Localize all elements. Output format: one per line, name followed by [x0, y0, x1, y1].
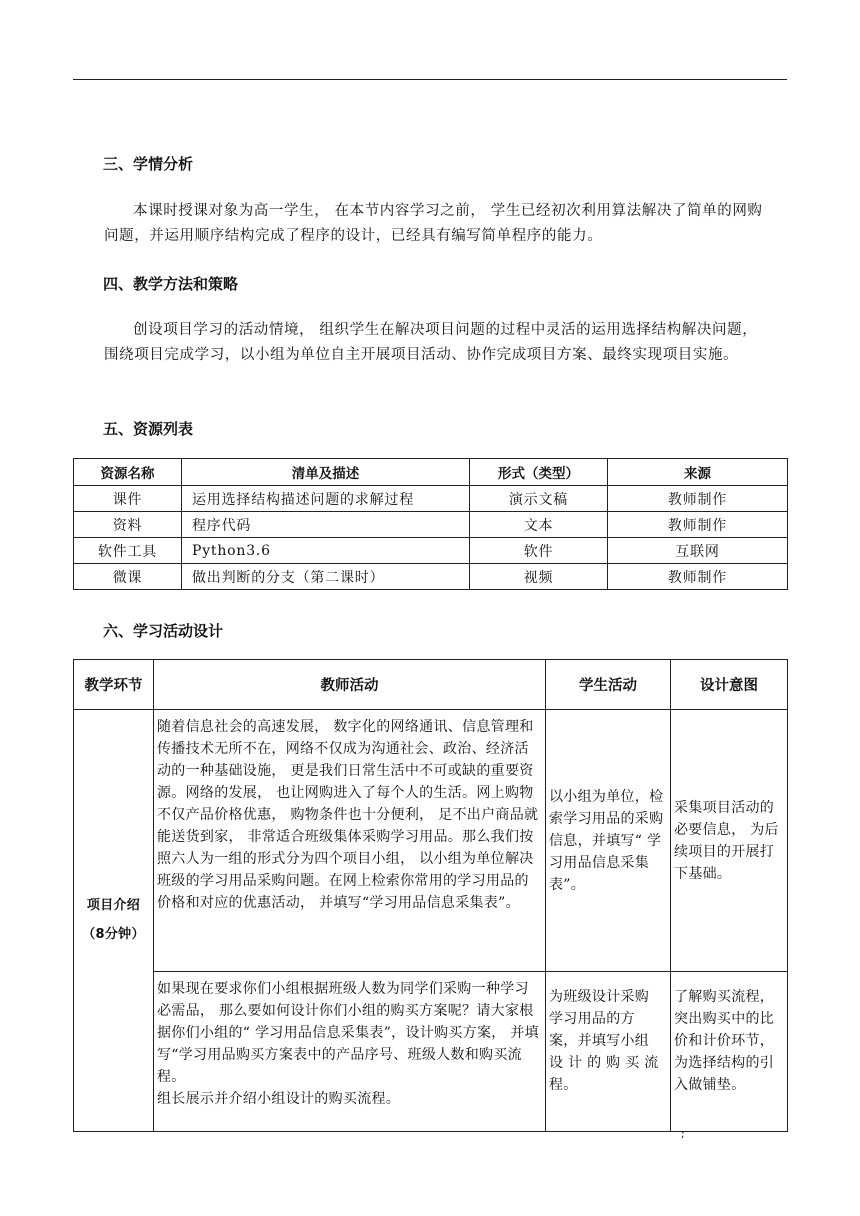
- resource-header-row: [74, 459, 788, 486]
- design-intent: 采集项目活动的必要信息， 为后续项目的开展打下基础。: [671, 710, 788, 972]
- resource-name: 课件: [74, 486, 182, 512]
- teacher-activity-cell: [154, 972, 546, 1132]
- resource-source: 教师制作: [608, 512, 788, 538]
- resource-desc: 做出判断的分支（第二课时）: [182, 564, 470, 590]
- activity-header-intent: 设计意图: [671, 660, 788, 710]
- student-activity: 以小组为单位，检索学习用品的采购信息，并填写“ 学习用品信息采集表”。: [546, 710, 671, 972]
- resource-name: 微课: [74, 564, 182, 590]
- section-4-body: [104, 318, 764, 368]
- resource-header-name: 资源名称: [74, 459, 182, 486]
- resource-source: 互联网: [608, 538, 788, 564]
- resource-type: 文本: [470, 512, 608, 538]
- footer-mark: ;: [681, 1127, 685, 1140]
- teacher-activity: 随着信息社会的高速发展， 数字化的网络通讯、信息管理和传播技术无所不在，网络不仅成为沟通社会、政治、经济活动的一种基础设施， 更是我们日常生活中不可或缺的重要资源。网络的发展， 也让网购进入了每个人的生活。网上购物不仅产品价格优惠， 购物条件也十分便利， 足不出户商品就能送货到家， 非常适合班级集体采购学习用品。那么我们按照六人为一组的形式分为四个项目小组， 以小组为单位解决班级的学习用品采购问题。在网上检索你常用的学习用品的价格和对应的优惠活动， 并填写“学习用品信息采集表”。: [154, 710, 546, 972]
- resource-header-source: 来源: [608, 459, 788, 486]
- resource-desc: 程序代码: [182, 512, 470, 538]
- resource-header-desc: 清单及描述: [182, 459, 470, 486]
- resource-source: 教师制作: [608, 564, 788, 590]
- resource-desc: 运用选择结构描述问题的求解过程: [182, 486, 470, 512]
- resource-type: 软件: [470, 538, 608, 564]
- stage-cell: [74, 710, 154, 1132]
- section-6-title: 六、学习活动设计: [103, 622, 224, 640]
- section-4-title: 四、教学方法和策略: [103, 275, 239, 293]
- activity-table: [73, 659, 788, 1132]
- design-intent: 了解购买流程，突出购买中的比价和计价环节，为选择结构的引入做铺垫。: [671, 972, 788, 1132]
- resource-desc: Python3.6: [182, 538, 470, 564]
- table-row: [74, 538, 788, 564]
- header-rule: [73, 79, 787, 80]
- activity-header-student: 学生活动: [546, 660, 671, 710]
- teacher-activity: 如果现在要求你们小组根据班级人数为同学们采购一种学习必需品， 那么要如何设计你们小组的购买方案呢？请大家根据你们小组的“ 学习用品信息采集表”，设计购买方案， 并填写“学习用品购买方案表中的产品序号、班级人数和购买流程。: [157, 981, 539, 1085]
- table-row: [74, 486, 788, 512]
- resource-name: 资料: [74, 512, 182, 538]
- table-row: [74, 710, 788, 972]
- activity-header-teacher: 教师活动: [154, 660, 546, 710]
- resource-name: 软件工具: [74, 538, 182, 564]
- stage-time: （8分钟）: [82, 927, 145, 942]
- teacher-activity-extra: 组长展示并介绍小组设计的购买流程。: [157, 1091, 401, 1107]
- section-3-paragraph: 本课时授课对象为高一学生， 在本节内容学习之前， 学生已经初次利用算法解决了简单的网购问题，并运用顺序结构完成了程序的设计，已经具有编写简单程序的能力。: [104, 203, 763, 244]
- stage-name: 项目介绍: [86, 898, 141, 913]
- section-5-title: 五、资源列表: [103, 420, 194, 438]
- student-activity: 为班级设计采购 学习用品的方 案，并填写小组 设 计 的 购 买 流 程。: [546, 972, 671, 1132]
- section-4-paragraph: 创设项目学习的活动情境， 组织学生在解决项目问题的过程中灵活的运用选择结构解决问题，围绕项目完成学习，以小组为单位自主开展项目活动、协作完成项目方案、最终实现项目实施。: [104, 322, 758, 363]
- section-3-title: 三、学情分析: [103, 155, 194, 173]
- resource-type: 视频: [470, 564, 608, 590]
- resource-source: 教师制作: [608, 486, 788, 512]
- resource-header-type: 形式（类型）: [470, 459, 608, 486]
- table-row: [74, 564, 788, 590]
- table-row: [74, 512, 788, 538]
- section-3-body: [104, 199, 764, 249]
- resource-table: [73, 458, 788, 590]
- resource-type: 演示文稿: [470, 486, 608, 512]
- activity-header-stage: 教学环节: [74, 660, 154, 710]
- table-row: [74, 972, 788, 1132]
- activity-header-row: [74, 660, 788, 710]
